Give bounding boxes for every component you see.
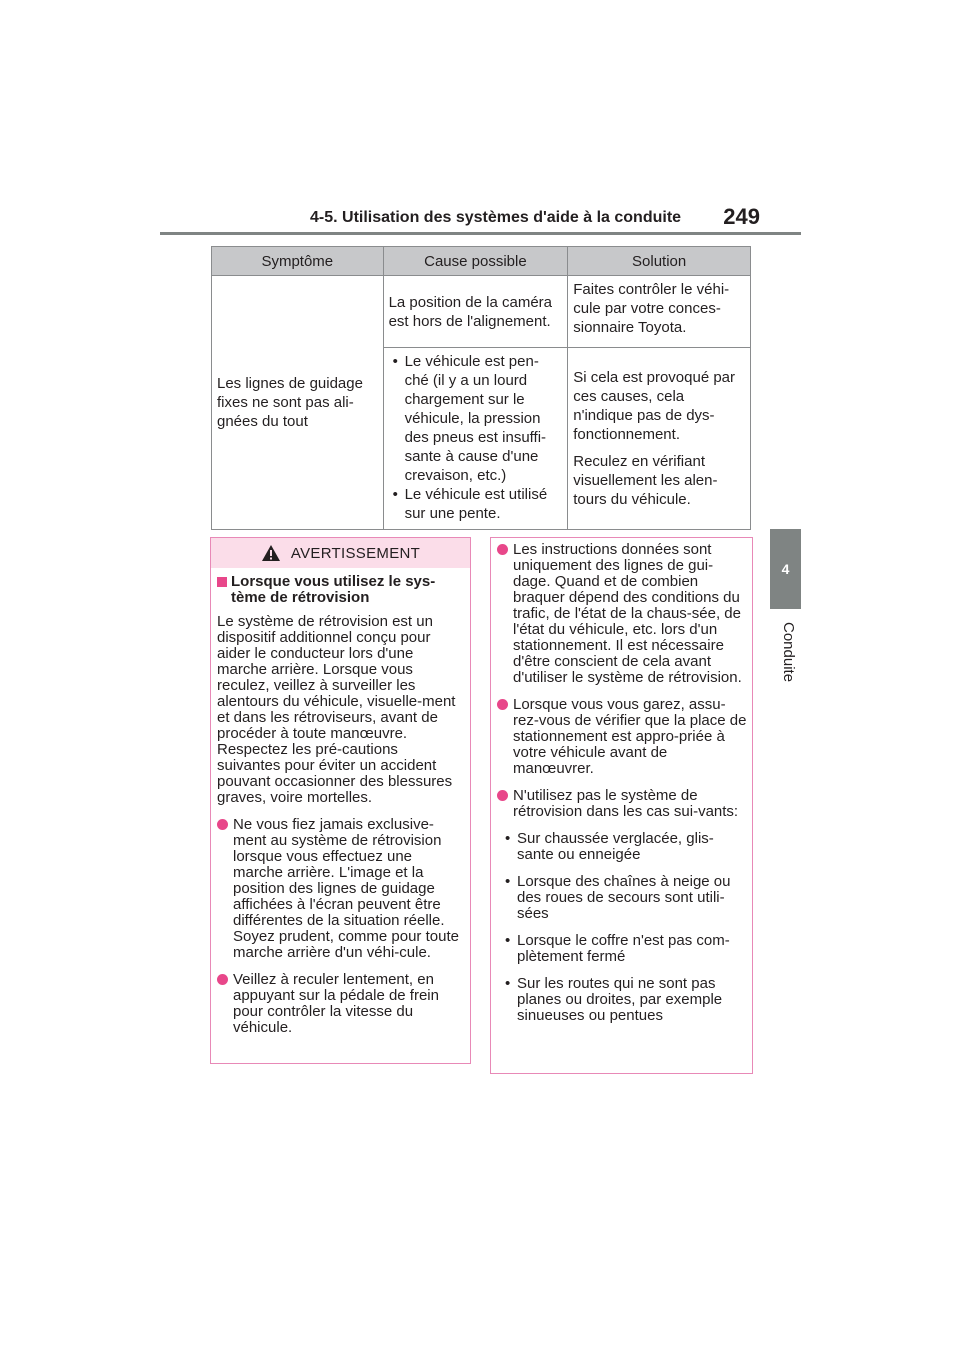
header-rule	[160, 232, 801, 235]
bullet-icon	[497, 699, 508, 710]
warning-item: Veillez à reculer lentement, en appuyant sur la pédale de frein pour contrôler la vitesse du véhicule.	[217, 972, 465, 1036]
column-header: Cause possible	[383, 247, 568, 276]
warning-triangle-icon	[261, 544, 281, 562]
warning-item: N'utilisez pas le système de rétrovision dans les cas sui-vants:	[497, 788, 747, 820]
warning-item: Lorsque vous vous garez, assu-rez-vous de vérifier que la place de stationnement est appro-priée à votre véhicule avant de manœuvrer.	[497, 697, 747, 777]
troubleshooting-table	[211, 246, 751, 530]
bullet-icon	[217, 819, 228, 830]
sub-item: • Lorsque le coffre n'est pas com-plètement fermé	[497, 933, 747, 965]
column-header: Solution	[568, 247, 751, 276]
warning-title: AVERTISSEMENT	[290, 544, 421, 562]
warning-heading: Lorsque vous utilisez le sys-tème de rétrovision	[217, 574, 465, 606]
sub-item: • Sur chaussée verglacée, glis-sante ou enneigée	[497, 831, 747, 863]
chapter-tab	[770, 529, 801, 609]
warning-header	[211, 538, 470, 568]
warning-box	[210, 537, 471, 1064]
cause-item: • Le véhicule est pen-ché (il y a un lourd chargement sur le véhicule, la pression des pneus est insuffi-sante à cause d'une crevaison, etc.)	[389, 352, 563, 485]
bullet-icon	[497, 544, 508, 555]
warning-intro: Le système de rétrovision est un dispositif additionnel conçu pour aider le conducteur lors d'une marche arrière. Lorsque vous reculez, veillez à surveiller les alentours du véhicule, visuelle-ment et dans les rétroviseurs, avant de procéder à toute manœuvre. Respectez les pré-cautions suivantes pour éviter un accident pouvant occasionner des blessures graves, voire mortelles.	[217, 613, 456, 806]
bullet-icon	[497, 790, 508, 801]
warning-item: Ne vous fiez jamais exclusive-ment au système de rétrovision lorsque vous effectuez une marche arrière. L'image et la position des lignes de guidage affichées à l'écran peuvent être différentes de la situation réelle. Soyez prudent, comme pour toute marche arrière d'un véhi-cule.	[217, 817, 465, 961]
section-title: 4-5. Utilisation des systèmes d'aide à la conduite	[310, 209, 682, 226]
solution-text: Si cela est provoqué par ces causes, cela n'indique pas de dys-fonctionnement.	[573, 369, 736, 443]
solution-cell: Faites contrôler le véhi-cule par votre conces-sionnaire Toyota.	[568, 276, 751, 348]
bullet-icon	[217, 974, 228, 985]
sub-item: • Lorsque des chaînes à neige ou des roues de secours sont utili-sées	[497, 874, 747, 922]
warning-continued-box	[490, 537, 753, 1074]
chapter-number: 4	[781, 561, 790, 577]
symptom-cell: Les lignes de guidage fixes ne sont pas ali-gnées du tout	[212, 276, 384, 530]
cause-cell	[383, 348, 568, 530]
solution-text: Reculez en vérifiant visuellement les alen-tours du véhicule.	[573, 453, 718, 508]
page-number: 249	[723, 204, 760, 229]
cause-item: • Le véhicule est utilisé sur une pente.	[389, 485, 563, 523]
warning-item: Les instructions données sont uniquement des lignes de gui-dage. Quand et de combien braquer dépend des conditions du trafic, de l'état de la chaus-sée, de l'état du véhicule, etc. lors d'un stationnement. Il est nécessaire d'être conscient de cela avant d'utiliser le système de rétrovision.	[497, 542, 747, 686]
sub-item: • Sur les routes qui ne sont pas planes ou droites, par exemple sinueuses ou pentues	[497, 976, 747, 1024]
cause-cell: La position de la caméra est hors de l'alignement.	[383, 276, 568, 348]
page-header	[300, 202, 770, 232]
chapter-label: Conduite	[780, 622, 797, 683]
column-header: Symptôme	[212, 247, 384, 276]
solution-cell	[568, 348, 751, 530]
